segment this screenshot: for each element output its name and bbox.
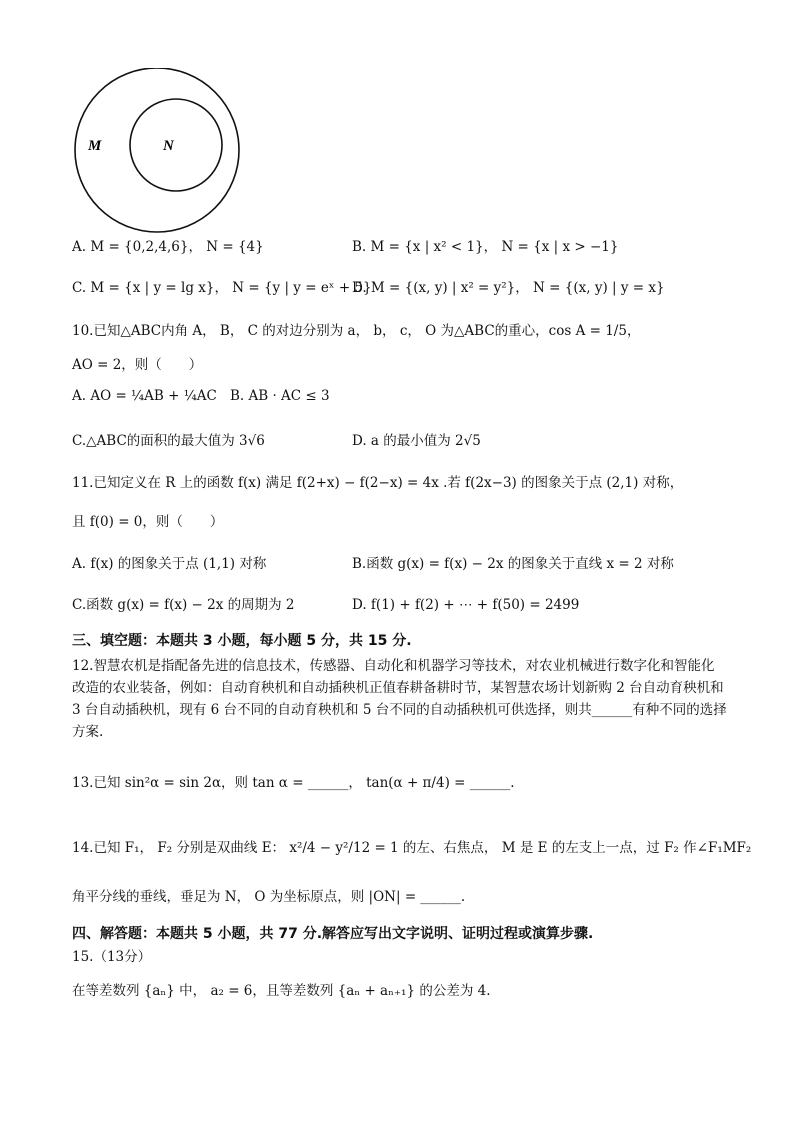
- q11-option-c: C.函数 g(x) = f(x) − 2x 的周期为 2: [72, 597, 295, 613]
- section-4-heading: 四、解答题：本题共 5 小题，共 77 分.解答应写出文字说明、证明过程或演算步骤.: [72, 926, 594, 942]
- venn-diagram: [70, 68, 250, 238]
- q14-line-2: 角平分线的垂线，垂足为 N， O 为坐标原点，则 |ON| = ______.: [72, 889, 466, 905]
- q10-option-d: D. a 的最小值为 2√5: [352, 433, 481, 449]
- q10-stem-1: 10.已知△ABC内角 A， B， C 的对边分别为 a， b， c， O 为△ABC的重心，cos A = 1/5，: [72, 323, 641, 339]
- q9-option-a: A. M = {0,2,4,6}， N = {4}: [72, 239, 264, 255]
- q11-stem-1: 11.已知定义在 R 上的函数 f(x) 满足 f(2+x) − f(2−x) = 4x .若 f(2x−3) 的图象关于点 (2,1) 对称，: [72, 475, 684, 491]
- q10-stem-2: AO = 2，则（ ）: [72, 357, 203, 373]
- q9-option-b: B. M = {x | x² < 1}， N = {x | x > −1}: [352, 239, 619, 255]
- label-n: N: [163, 138, 174, 154]
- q10-option-c: C.△ABC的面积的最大值为 3√6: [72, 433, 265, 449]
- q9-option-d: D. M = {(x, y) | x² = y²}， N = {(x, y) | y = x}: [352, 280, 665, 296]
- q11-option-a: A. f(x) 的图象关于点 (1,1) 对称: [72, 556, 267, 572]
- q10-option-a: A. AO = ¼AB + ¼AC: [72, 388, 217, 404]
- q10-option-b: B. AB · AC ≤ 3: [230, 388, 330, 404]
- q15-text: 在等差数列 {aₙ} 中， a₂ = 6，且等差数列 {aₙ + aₙ₊₁} 的公差为 4.: [72, 983, 491, 999]
- q11-option-d: D. f(1) + f(2) + ⋯ + f(50) = 2499: [352, 597, 580, 613]
- q14-line-1: 14.已知 F₁， F₂ 分别是双曲线 E： x²/4 − y²/12 = 1 的左、右焦点， M 是 E 的左支上一点，过 F₂ 作∠F₁MF₂: [72, 840, 752, 856]
- q11-stem-2: 且 f(0) = 0，则（ ）: [72, 514, 224, 530]
- section-3-heading: 三、填空题：本题共 3 小题，每小题 5 分，共 15 分.: [72, 633, 412, 649]
- inner-circle-n: [130, 99, 222, 191]
- label-m: M: [88, 138, 102, 154]
- q13-text: 13.已知 sin²α = sin 2α，则 tan α = ______， tan(α + π/4) = ______.: [72, 775, 515, 791]
- q12-text: 12.智慧农机是指配备先进的信息技术，传感器、自动化和机器学习等技术，对农业机械进行数字化和智能化改造的农业装备，例如：自动育秧机和自动插秧机正值春耕备耕时节，某智慧农场计划新购 2 台自动育秧机和 3 台自动插秧机，现有 6 台不同的自动育秧机和 5 台不同的自动插秧机可供选择，则共______有种不同的选择方案.: [72, 658, 727, 740]
- q15-header: 15.（13分）: [72, 949, 152, 965]
- q9-option-c: C. M = {x | y = lg x}， N = {y | y = eˣ + 5}: [72, 280, 372, 296]
- q11-option-b: B.函数 g(x) = f(x) − 2x 的图象关于直线 x = 2 对称: [352, 556, 674, 572]
